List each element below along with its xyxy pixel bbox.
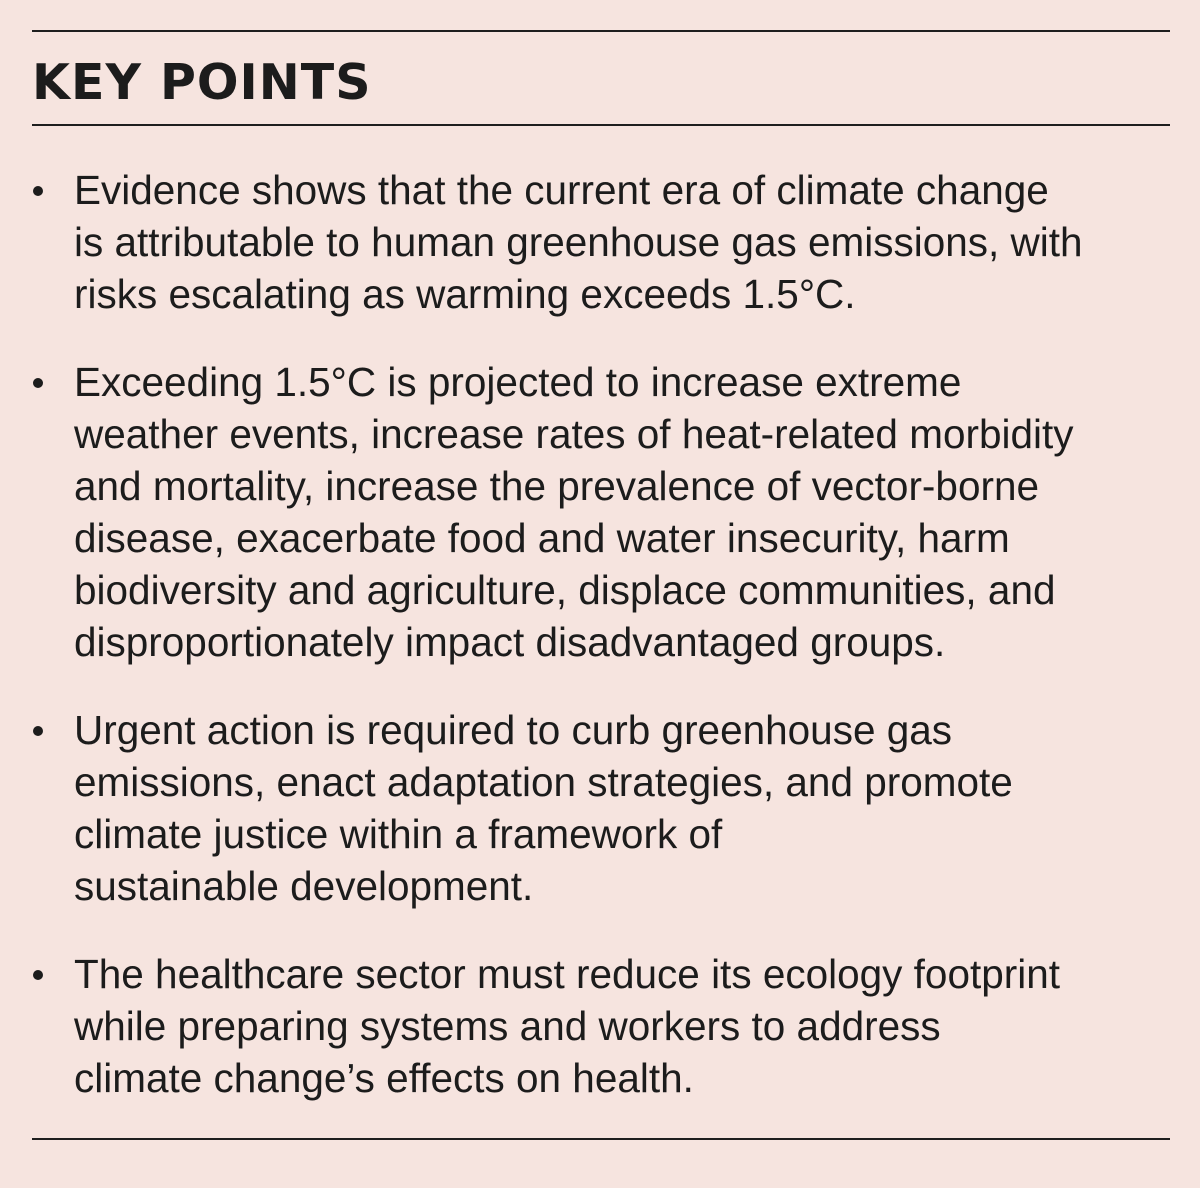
key-points-list — [32, 164, 1170, 1104]
key-point-3-text — [74, 704, 1170, 912]
text-line: Urgent action is required to curb greenhouse gas — [74, 707, 953, 753]
text-line: risks escalating as warming exceeds 1.5°C. — [74, 271, 856, 317]
text-line: The healthcare sector must reduce its ecology footprint — [74, 951, 1061, 997]
key-point-4-text — [74, 948, 1170, 1104]
bullet-icon — [33, 378, 43, 388]
key-point-2 — [32, 356, 1170, 668]
text-line: disproportionately impact disadvantaged groups. — [74, 619, 946, 665]
bullet-icon — [33, 726, 43, 736]
key-point-4 — [32, 948, 1170, 1104]
text-line: Evidence shows that the current era of climate change — [74, 167, 1049, 213]
text-line: climate change’s effects on health. — [74, 1055, 694, 1101]
text-line: disease, exacerbate food and water insecurity, harm — [74, 515, 1010, 561]
text-line: is attributable to human greenhouse gas emissions, with — [74, 219, 1083, 265]
key-point-1-text — [74, 164, 1170, 320]
text-line: Exceeding 1.5°C is projected to increase extreme — [74, 359, 962, 405]
bullet-icon — [33, 186, 43, 196]
key-point-1 — [32, 164, 1170, 320]
text-line: and mortality, increase the prevalence of vector-borne — [74, 463, 1039, 509]
text-line: emissions, enact adaptation strategies, and promote — [74, 759, 1013, 805]
key-point-2-text — [74, 356, 1170, 668]
bullet-icon — [33, 970, 43, 980]
text-line: sustainable development. — [74, 863, 534, 909]
text-line: while preparing systems and workers to address — [74, 1003, 941, 1049]
bottom-rule — [32, 1138, 1170, 1140]
key-point-3 — [32, 704, 1170, 912]
text-line: biodiversity and agriculture, displace communities, and — [74, 567, 1056, 613]
key-points-panel — [32, 30, 1170, 1140]
text-line: weather events, increase rates of heat-related morbidity — [74, 411, 1074, 457]
text-line: climate justice within a framework of — [74, 811, 723, 857]
title-rule — [32, 124, 1170, 126]
panel-title: KEY POINTS — [32, 54, 372, 111]
